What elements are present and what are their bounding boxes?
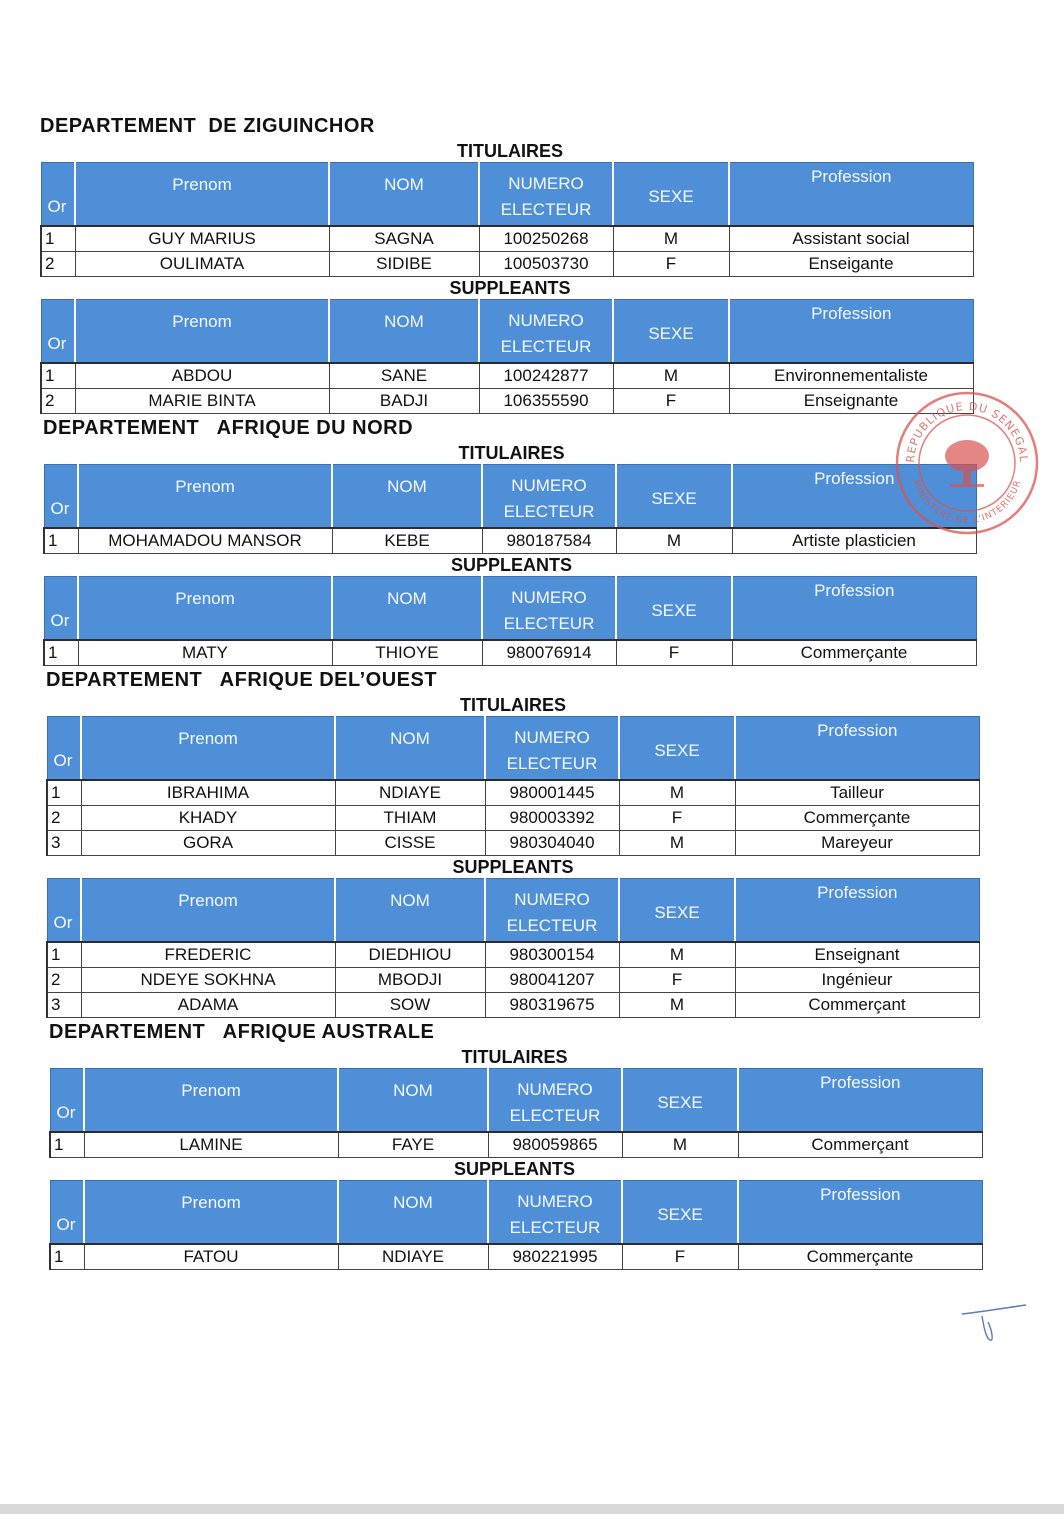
header-or xyxy=(44,577,78,641)
header-or xyxy=(44,465,78,529)
header-prenom xyxy=(81,879,335,943)
cell-numero: 980221995 xyxy=(488,1244,622,1270)
header-sexe-label: SEXE xyxy=(651,489,697,508)
header-profession xyxy=(729,300,973,364)
cell-nom: BADJI xyxy=(329,389,479,414)
cell-or: 1 xyxy=(44,640,78,666)
header-sexe xyxy=(622,1181,738,1245)
page-bottom-edge xyxy=(0,1504,1064,1514)
cell-or: 1 xyxy=(44,528,78,554)
header-nom-label: NOM xyxy=(384,312,424,331)
header-profession-label: Profession xyxy=(817,883,898,902)
header-profession xyxy=(735,879,979,943)
header-sexe-label: SEXE xyxy=(648,324,694,343)
header-or xyxy=(47,717,81,781)
header-profession xyxy=(732,577,976,641)
cell-nom: MBODJI xyxy=(335,968,485,993)
header-nom-label: NOM xyxy=(393,1193,433,1212)
cell-numero: 980001445 xyxy=(485,780,619,806)
cell-nom: CISSE xyxy=(335,831,485,856)
header-prenom xyxy=(81,717,335,781)
cell-numero: 106355590 xyxy=(479,389,613,414)
table-row xyxy=(50,1132,982,1158)
header-or-label: Or xyxy=(50,611,70,630)
header-numero-line2: ELECTEUR xyxy=(503,614,595,633)
header-sexe-label: SEXE xyxy=(657,1093,703,1112)
header-numero xyxy=(479,300,613,364)
suppleants-label: SUPPLEANTS xyxy=(452,857,574,877)
cell-profession: Mareyeur xyxy=(735,831,979,856)
cell-sexe: M xyxy=(622,1132,738,1158)
cell-sexe: M xyxy=(613,363,729,389)
cell-numero: 980003392 xyxy=(485,806,619,831)
header-numero xyxy=(482,577,616,641)
stamp-text-bottom: MINISTERE DE L'INTERIEUR xyxy=(910,478,1024,527)
header-numero-line2: ELECTEUR xyxy=(509,1218,601,1237)
department-section xyxy=(43,414,980,666)
header-prenom-label: Prenom xyxy=(175,589,235,608)
cell-nom: FAYE xyxy=(338,1132,488,1158)
cell-sexe: F xyxy=(619,968,735,993)
cell-prenom: MARIE BINTA xyxy=(75,389,329,414)
header-prenom-label: Prenom xyxy=(172,312,232,331)
header-nom xyxy=(335,717,485,781)
table-row xyxy=(44,528,976,554)
table-row xyxy=(47,968,979,993)
header-numero-line1: NUMERO xyxy=(508,311,584,330)
cell-profession: Assistant social xyxy=(729,226,973,252)
header-numero-line1: NUMERO xyxy=(511,588,587,607)
header-numero-line1: NUMERO xyxy=(508,174,584,193)
table-header-row xyxy=(47,717,979,781)
header-or-label: Or xyxy=(56,1103,76,1122)
header-profession xyxy=(738,1181,982,1245)
header-numero-line2: ELECTEUR xyxy=(506,916,598,935)
header-or xyxy=(50,1069,84,1133)
header-nom-label: NOM xyxy=(387,477,427,496)
cell-or: 1 xyxy=(50,1132,84,1158)
suppleants-label: SUPPLEANTS xyxy=(449,278,571,298)
cell-profession: Enseignant xyxy=(735,942,979,968)
header-sexe-label: SEXE xyxy=(657,1205,703,1224)
header-numero-line1: NUMERO xyxy=(511,476,587,495)
header-or-label: Or xyxy=(53,751,73,770)
table-header-row xyxy=(47,879,979,943)
titulaires-table xyxy=(49,1068,983,1158)
cell-or: 1 xyxy=(41,363,75,389)
cell-profession: Commerçant xyxy=(735,993,979,1018)
department-title: DEPARTEMENT AFRIQUE DEL’OUEST xyxy=(46,669,438,691)
header-sexe xyxy=(613,163,729,227)
cell-numero: 100503730 xyxy=(479,252,613,277)
cell-numero: 980041207 xyxy=(485,968,619,993)
header-sexe-label: SEXE xyxy=(648,187,694,206)
cell-numero: 100242877 xyxy=(479,363,613,389)
cell-profession: Environnementaliste xyxy=(729,363,973,389)
header-numero xyxy=(488,1181,622,1245)
stamp-text-top: REPUBLIQUE DU SENEGAL xyxy=(903,399,1031,464)
header-numero xyxy=(488,1069,622,1133)
header-prenom-label: Prenom xyxy=(181,1193,241,1212)
cell-or: 2 xyxy=(41,389,75,414)
cell-numero: 980059865 xyxy=(488,1132,622,1158)
header-numero-line2: ELECTEUR xyxy=(506,754,598,773)
cell-sexe: F xyxy=(613,389,729,414)
header-sexe-label: SEXE xyxy=(654,741,700,760)
header-sexe xyxy=(619,717,735,781)
table-row xyxy=(41,363,973,389)
table-row xyxy=(47,942,979,968)
cell-or: 1 xyxy=(47,942,81,968)
cell-nom: THIAM xyxy=(335,806,485,831)
header-sexe xyxy=(613,300,729,364)
table-row xyxy=(41,226,973,252)
cell-numero: 980319675 xyxy=(485,993,619,1018)
header-prenom xyxy=(75,300,329,364)
cell-profession: Tailleur xyxy=(735,780,979,806)
cell-prenom: NDEYE SOKHNA xyxy=(81,968,335,993)
cell-profession: Ingénieur xyxy=(735,968,979,993)
header-profession-label: Profession xyxy=(811,167,892,186)
suppleants-label: SUPPLEANTS xyxy=(450,555,573,575)
header-nom-label: NOM xyxy=(393,1081,433,1100)
suppleants-table xyxy=(43,576,977,666)
header-nom xyxy=(329,300,479,364)
cell-profession: Artiste plasticien xyxy=(732,528,976,554)
titulaires-table xyxy=(40,162,974,277)
cell-prenom: MOHAMADOU MANSOR xyxy=(78,528,332,554)
official-stamp xyxy=(892,388,1042,538)
titulaires-table xyxy=(43,464,977,554)
cell-profession: Commerçant xyxy=(738,1132,982,1158)
header-prenom xyxy=(84,1069,338,1133)
cell-nom: SOW xyxy=(335,993,485,1018)
department-section xyxy=(40,112,980,414)
cell-or: 1 xyxy=(47,780,81,806)
header-or xyxy=(50,1181,84,1245)
cell-sexe: F xyxy=(622,1244,738,1270)
header-prenom-label: Prenom xyxy=(178,891,238,910)
cell-sexe: M xyxy=(619,831,735,856)
cell-or: 3 xyxy=(47,831,81,856)
header-numero-line1: NUMERO xyxy=(514,890,590,909)
cell-numero: 980187584 xyxy=(482,528,616,554)
header-prenom xyxy=(78,465,332,529)
cell-nom: DIEDHIOU xyxy=(335,942,485,968)
header-numero-line1: NUMERO xyxy=(517,1080,593,1099)
cell-numero: 980300154 xyxy=(485,942,619,968)
header-sexe-label: SEXE xyxy=(651,601,697,620)
header-nom-label: NOM xyxy=(387,589,427,608)
cell-prenom: KHADY xyxy=(81,806,335,831)
signature-mark xyxy=(960,1300,1030,1350)
table-row xyxy=(47,993,979,1018)
cell-sexe: M xyxy=(619,780,735,806)
header-nom-label: NOM xyxy=(390,891,430,910)
table-header-row xyxy=(50,1181,982,1245)
cell-nom: SAGNA xyxy=(329,226,479,252)
cell-prenom: ADAMA xyxy=(81,993,335,1018)
cell-or: 3 xyxy=(47,993,81,1018)
cell-sexe: M xyxy=(616,528,732,554)
cell-nom: SIDIBE xyxy=(329,252,479,277)
cell-prenom: GORA xyxy=(81,831,335,856)
cell-numero: 980304040 xyxy=(485,831,619,856)
header-profession-label: Profession xyxy=(820,1185,901,1204)
header-profession xyxy=(735,717,979,781)
header-nom xyxy=(335,879,485,943)
header-nom xyxy=(332,465,482,529)
header-or-label: Or xyxy=(47,334,67,353)
header-nom xyxy=(338,1069,488,1133)
header-profession-label: Profession xyxy=(811,304,892,323)
header-or-label: Or xyxy=(56,1215,76,1234)
titulaires-label: TITULAIRES xyxy=(457,141,563,161)
header-sexe xyxy=(622,1069,738,1133)
cell-numero: 100250268 xyxy=(479,226,613,252)
table-row xyxy=(41,389,973,414)
cell-or: 2 xyxy=(47,806,81,831)
header-or-label: Or xyxy=(53,913,73,932)
header-numero xyxy=(485,717,619,781)
cell-profession: Commerçante xyxy=(738,1244,982,1270)
header-numero-line2: ELECTEUR xyxy=(500,337,592,356)
header-sexe xyxy=(616,465,732,529)
titulaires-label: TITULAIRES xyxy=(460,695,566,715)
cell-nom: NDIAYE xyxy=(338,1244,488,1270)
header-prenom xyxy=(75,163,329,227)
header-prenom-label: Prenom xyxy=(175,477,235,496)
cell-nom: KEBE xyxy=(332,528,482,554)
header-prenom xyxy=(84,1181,338,1245)
cell-prenom: GUY MARIUS xyxy=(75,226,329,252)
cell-sexe: M xyxy=(619,993,735,1018)
cell-profession: Enseigante xyxy=(729,252,973,277)
header-nom xyxy=(332,577,482,641)
header-prenom-label: Prenom xyxy=(178,729,238,748)
cell-profession: Enseignante xyxy=(729,389,973,414)
cell-prenom: MATY xyxy=(78,640,332,666)
cell-numero: 980076914 xyxy=(482,640,616,666)
header-numero-line2: ELECTEUR xyxy=(500,200,592,219)
header-sexe xyxy=(619,879,735,943)
header-sexe-label: SEXE xyxy=(654,903,700,922)
cell-sexe: F xyxy=(613,252,729,277)
titulaires-table xyxy=(46,716,980,856)
header-or xyxy=(41,163,75,227)
header-nom xyxy=(338,1181,488,1245)
table-header-row xyxy=(44,465,976,529)
suppleants-table xyxy=(46,878,980,1018)
document xyxy=(40,112,980,1270)
cell-nom: THIOYE xyxy=(332,640,482,666)
table-row xyxy=(47,806,979,831)
cell-prenom: FREDERIC xyxy=(81,942,335,968)
table-row xyxy=(47,780,979,806)
header-numero-line1: NUMERO xyxy=(517,1192,593,1211)
cell-nom: NDIAYE xyxy=(335,780,485,806)
header-profession-label: Profession xyxy=(817,721,898,740)
header-prenom-label: Prenom xyxy=(181,1081,241,1100)
header-or-label: Or xyxy=(50,499,70,518)
cell-sexe: F xyxy=(619,806,735,831)
table-header-row xyxy=(44,577,976,641)
department-title: DEPARTEMENT AFRIQUE AUSTRALE xyxy=(49,1021,435,1043)
cell-sexe: F xyxy=(616,640,732,666)
suppleants-table xyxy=(49,1180,983,1270)
header-nom-label: NOM xyxy=(390,729,430,748)
cell-or: 1 xyxy=(41,226,75,252)
header-numero xyxy=(485,879,619,943)
suppleants-label: SUPPLEANTS xyxy=(453,1159,576,1179)
header-sexe xyxy=(616,577,732,641)
suppleants-table xyxy=(40,299,974,414)
table-header-row xyxy=(50,1069,982,1133)
header-or xyxy=(41,300,75,364)
header-prenom-label: Prenom xyxy=(172,175,232,194)
cell-prenom: OULIMATA xyxy=(75,252,329,277)
cell-prenom: FATOU xyxy=(84,1244,338,1270)
titulaires-label: TITULAIRES xyxy=(461,1047,568,1067)
cell-prenom: ABDOU xyxy=(75,363,329,389)
cell-profession: Commerçante xyxy=(735,806,979,831)
header-or xyxy=(47,879,81,943)
cell-or: 1 xyxy=(50,1244,84,1270)
cell-nom: SANE xyxy=(329,363,479,389)
header-profession-label: Profession xyxy=(814,581,895,600)
cell-profession: Commerçante xyxy=(732,640,976,666)
header-nom-label: NOM xyxy=(384,175,424,194)
cell-sexe: M xyxy=(613,226,729,252)
titulaires-label: TITULAIRES xyxy=(458,443,565,463)
cell-prenom: LAMINE xyxy=(84,1132,338,1158)
table-row xyxy=(44,640,976,666)
header-profession xyxy=(729,163,973,227)
header-numero-line1: NUMERO xyxy=(514,728,590,747)
table-header-row xyxy=(41,163,973,227)
department-title: DEPARTEMENT AFRIQUE DU NORD xyxy=(43,417,414,439)
header-or-label: Or xyxy=(47,197,67,216)
header-numero xyxy=(479,163,613,227)
header-nom xyxy=(329,163,479,227)
cell-sexe: M xyxy=(619,942,735,968)
header-numero-line2: ELECTEUR xyxy=(503,502,595,521)
cell-or: 2 xyxy=(41,252,75,277)
header-profession xyxy=(738,1069,982,1133)
table-header-row xyxy=(41,300,973,364)
header-prenom xyxy=(78,577,332,641)
cell-prenom: IBRAHIMA xyxy=(81,780,335,806)
header-numero xyxy=(482,465,616,529)
department-title: DEPARTEMENT DE ZIGUINCHOR xyxy=(40,115,375,137)
header-profession-label: Profession xyxy=(820,1073,901,1092)
department-section xyxy=(46,666,980,1018)
table-row xyxy=(50,1244,982,1270)
table-row xyxy=(47,831,979,856)
table-row xyxy=(41,252,973,277)
header-numero-line2: ELECTEUR xyxy=(509,1106,601,1125)
department-section xyxy=(49,1018,980,1270)
header-profession-label: Profession xyxy=(814,469,895,488)
cell-or: 2 xyxy=(47,968,81,993)
